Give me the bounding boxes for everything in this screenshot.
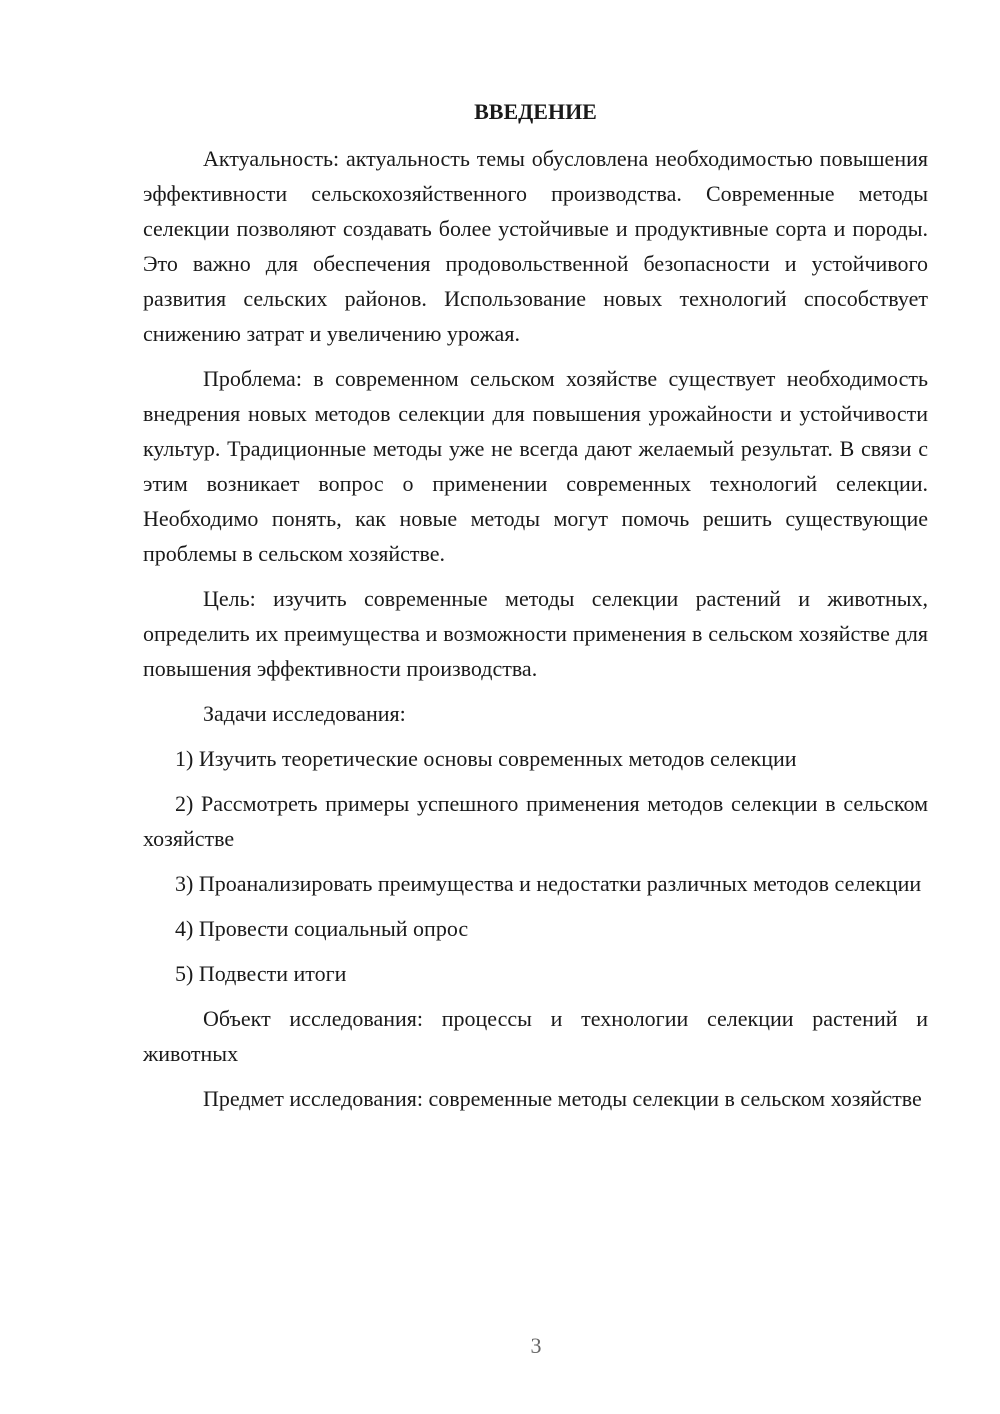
paragraph-problem: Проблема: в современном сельском хозяйстве существует необходимость внедрения новых методов селекции для повышения урожайности и устойчивости культур. Традиционные методы уже не всегда дают желаемый результат. В связи с этим возникает вопрос о применении современных технологий селекции. Необходимо понять, как новые методы могут помочь решить существующие проблемы в сельском хозяйстве. [143,366,928,566]
paragraph-subject: Предмет исследования: современные методы селекции в сельском хозяйстве [203,1086,922,1111]
page-number: 3 [530,1333,542,1358]
task-item-5: 5) Подвести итоги [175,961,347,986]
paragraph-object: Объект исследования: процессы и технологии селекции растений и животных [143,1006,928,1066]
task-item-1: 1) Изучить теоретические основы современных методов селекции [175,746,797,771]
page-content [143,94,928,1126]
page-title: ВВЕДЕНИЕ [474,99,597,124]
paragraph-goal: Цель: изучить современные методы селекции растений и животных, определить их преимущества и возможности применения в сельском хозяйстве для повышения эффективности производства. [143,586,928,681]
task-item-4: 4) Провести социальный опрос [175,916,469,941]
tasks-heading: Задачи исследования: [203,701,406,726]
task-item-2: 2) Рассмотреть примеры успешного применения методов селекции в сельском хозяйстве [143,791,928,851]
task-item-3: 3) Проанализировать преимущества и недостатки различных методов селекции [175,871,922,896]
paragraph-relevance: Актуальность: актуальность темы обусловлена необходимостью повышения эффективности сельскохозяйственного производства. Современные методы селекции позволяют создавать более устойчивые и продуктивные сорта и породы. Это важно для обеспечения продовольственной безопасности и устойчивого развития сельских районов. Использование новых технологий способствует снижению затрат и увеличению урожая. [143,146,928,346]
